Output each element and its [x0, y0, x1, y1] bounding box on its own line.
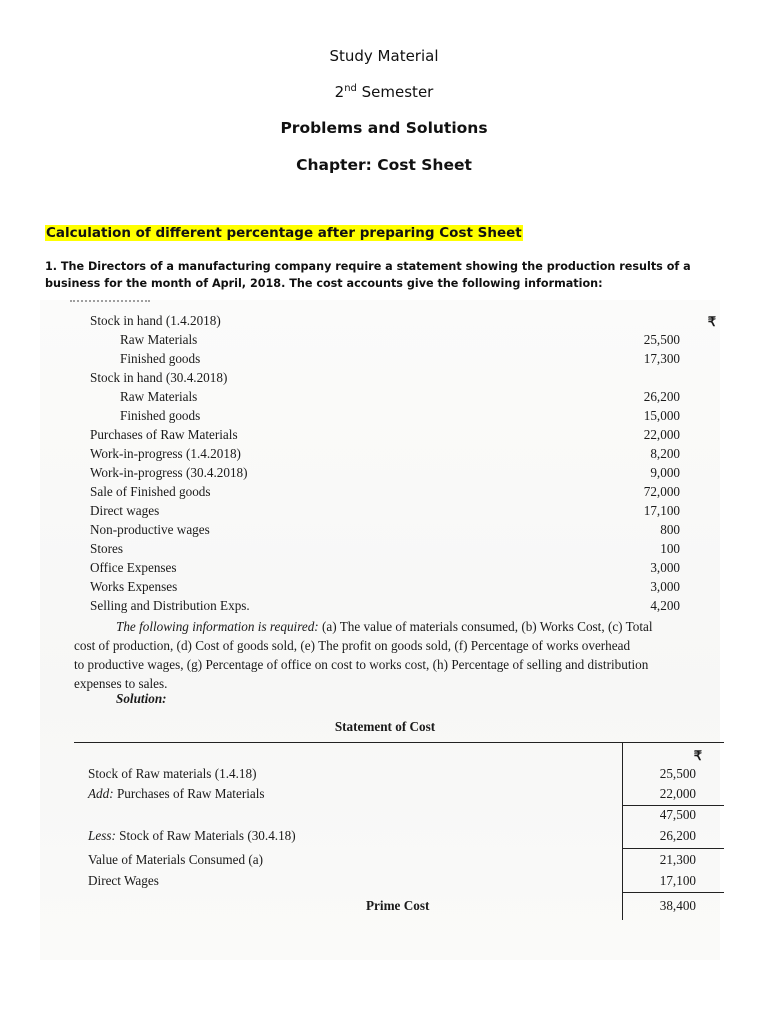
info-label: Selling and Distribution Exps. — [90, 598, 250, 613]
info-label: Stock in hand (1.4.2018) — [90, 313, 221, 328]
info-value: 3,000 — [650, 579, 680, 594]
table-top-rule — [74, 742, 724, 743]
info-label: Office Expenses — [90, 560, 177, 575]
statement-label: Direct Wages — [88, 873, 159, 888]
table-rupee-symbol: ₹ — [693, 748, 702, 763]
statement-label: Stock of Raw materials (1.4.18) — [88, 766, 257, 781]
info-value: 26,200 — [643, 389, 680, 404]
subtotal-rule — [622, 848, 724, 849]
info-row — [40, 427, 680, 446]
statement-row — [40, 786, 710, 805]
info-row — [40, 408, 680, 427]
info-label: Works Expenses — [90, 579, 178, 594]
info-value: 25,500 — [643, 332, 680, 347]
info-row — [40, 484, 680, 503]
info-row — [40, 332, 680, 351]
info-value: 17,100 — [643, 503, 680, 518]
info-row — [40, 351, 680, 370]
info-row — [40, 579, 680, 598]
info-row — [40, 370, 680, 389]
question-line-2: business for the month of April, 2018. The cost accounts give the following information: — [45, 277, 603, 290]
study-material-title: Study Material — [329, 47, 439, 65]
statement-title: Statement of Cost — [334, 719, 436, 734]
prime-cost-label: Prime Cost — [366, 898, 430, 913]
chapter-title: Chapter: Cost Sheet — [296, 156, 472, 174]
statement-row — [40, 807, 710, 826]
info-label: Direct wages — [90, 503, 160, 518]
info-value: 72,000 — [643, 484, 680, 499]
info-value: 9,000 — [650, 465, 680, 480]
info-row — [40, 560, 680, 579]
cropped-text-fragment — [70, 300, 150, 306]
info-label: Sale of Finished goods — [90, 484, 211, 499]
statement-row — [40, 852, 710, 871]
info-value: 3,000 — [650, 560, 680, 575]
total-rule — [622, 892, 724, 893]
requirement-line: cost of production, (d) Cost of goods sold, (e) The profit on goods sold, (f) Percentage of works overhead — [74, 638, 631, 653]
statement-row — [40, 898, 710, 917]
info-row — [40, 446, 680, 465]
info-label: Stock in hand (30.4.2018) — [90, 370, 228, 385]
statement-value: 25,500 — [659, 766, 696, 781]
info-label: Stores — [90, 541, 123, 556]
semester-suffix: nd — [344, 83, 357, 94]
requirement-line — [74, 617, 702, 636]
scanned-book-excerpt — [40, 300, 720, 960]
info-label: Raw Materials — [120, 389, 198, 404]
info-label: Work-in-progress (30.4.2018) — [90, 465, 248, 480]
requirement-paragraph — [74, 617, 702, 693]
info-row — [40, 389, 680, 408]
info-label: Finished goods — [120, 408, 201, 423]
info-row — [40, 503, 680, 522]
section-heading-highlighted: Calculation of different percentage after preparing Cost Sheet — [46, 225, 522, 241]
statement-value: 47,500 — [659, 807, 696, 822]
subtotal-rule — [622, 805, 724, 806]
info-row — [40, 313, 680, 332]
info-row — [40, 598, 680, 617]
requirement-lead: The following information is required: — [116, 619, 319, 634]
requirement-text: (a) The value of materials consumed, (b) Works Cost, (c) Total — [318, 619, 653, 634]
info-value: 17,300 — [643, 351, 680, 366]
requirement-line: to productive wages, (g) Percentage of office on cost to works cost, (h) Percentage of selling and distribution — [74, 657, 649, 672]
info-row — [40, 465, 680, 484]
statement-row — [40, 828, 710, 847]
statement-label: Less: Stock of Raw Materials (30.4.18) — [88, 828, 296, 843]
statement-value: 21,300 — [659, 852, 696, 867]
info-value: 4,200 — [650, 598, 680, 613]
info-value: 8,200 — [650, 446, 680, 461]
statement-value: 22,000 — [659, 786, 696, 801]
solution-label: Solution: — [116, 691, 167, 706]
statement-value: 26,200 — [659, 828, 696, 843]
info-row — [40, 541, 680, 560]
rupee-symbol: ₹ — [707, 314, 716, 329]
question-text — [45, 258, 725, 292]
prime-cost-value: 38,400 — [659, 898, 696, 913]
semester-title — [0, 83, 768, 101]
question-line-1: 1. The Directors of a manufacturing company require a statement showing the production results of a — [45, 260, 691, 273]
info-value: 100 — [660, 541, 680, 556]
info-label: Non-productive wages — [90, 522, 210, 537]
problems-solutions-title: Problems and Solutions — [280, 119, 488, 137]
info-label: Finished goods — [120, 351, 201, 366]
info-row — [40, 522, 680, 541]
statement-label: Add: Purchases of Raw Materials — [88, 786, 265, 801]
info-value: 15,000 — [643, 408, 680, 423]
statement-label: Value of Materials Consumed (a) — [88, 852, 264, 867]
requirement-line: expenses to sales. — [74, 676, 168, 691]
semester-word: Semester — [361, 83, 434, 101]
semester-number: 2 — [334, 83, 345, 101]
info-value: 22,000 — [643, 427, 680, 442]
info-value: 800 — [660, 522, 680, 537]
statement-value: 17,100 — [659, 873, 696, 888]
info-label: Work-in-progress (1.4.2018) — [90, 446, 241, 461]
statement-row — [40, 873, 710, 892]
info-label: Raw Materials — [120, 332, 198, 347]
info-label: Purchases of Raw Materials — [90, 427, 238, 442]
statement-row — [40, 766, 710, 785]
